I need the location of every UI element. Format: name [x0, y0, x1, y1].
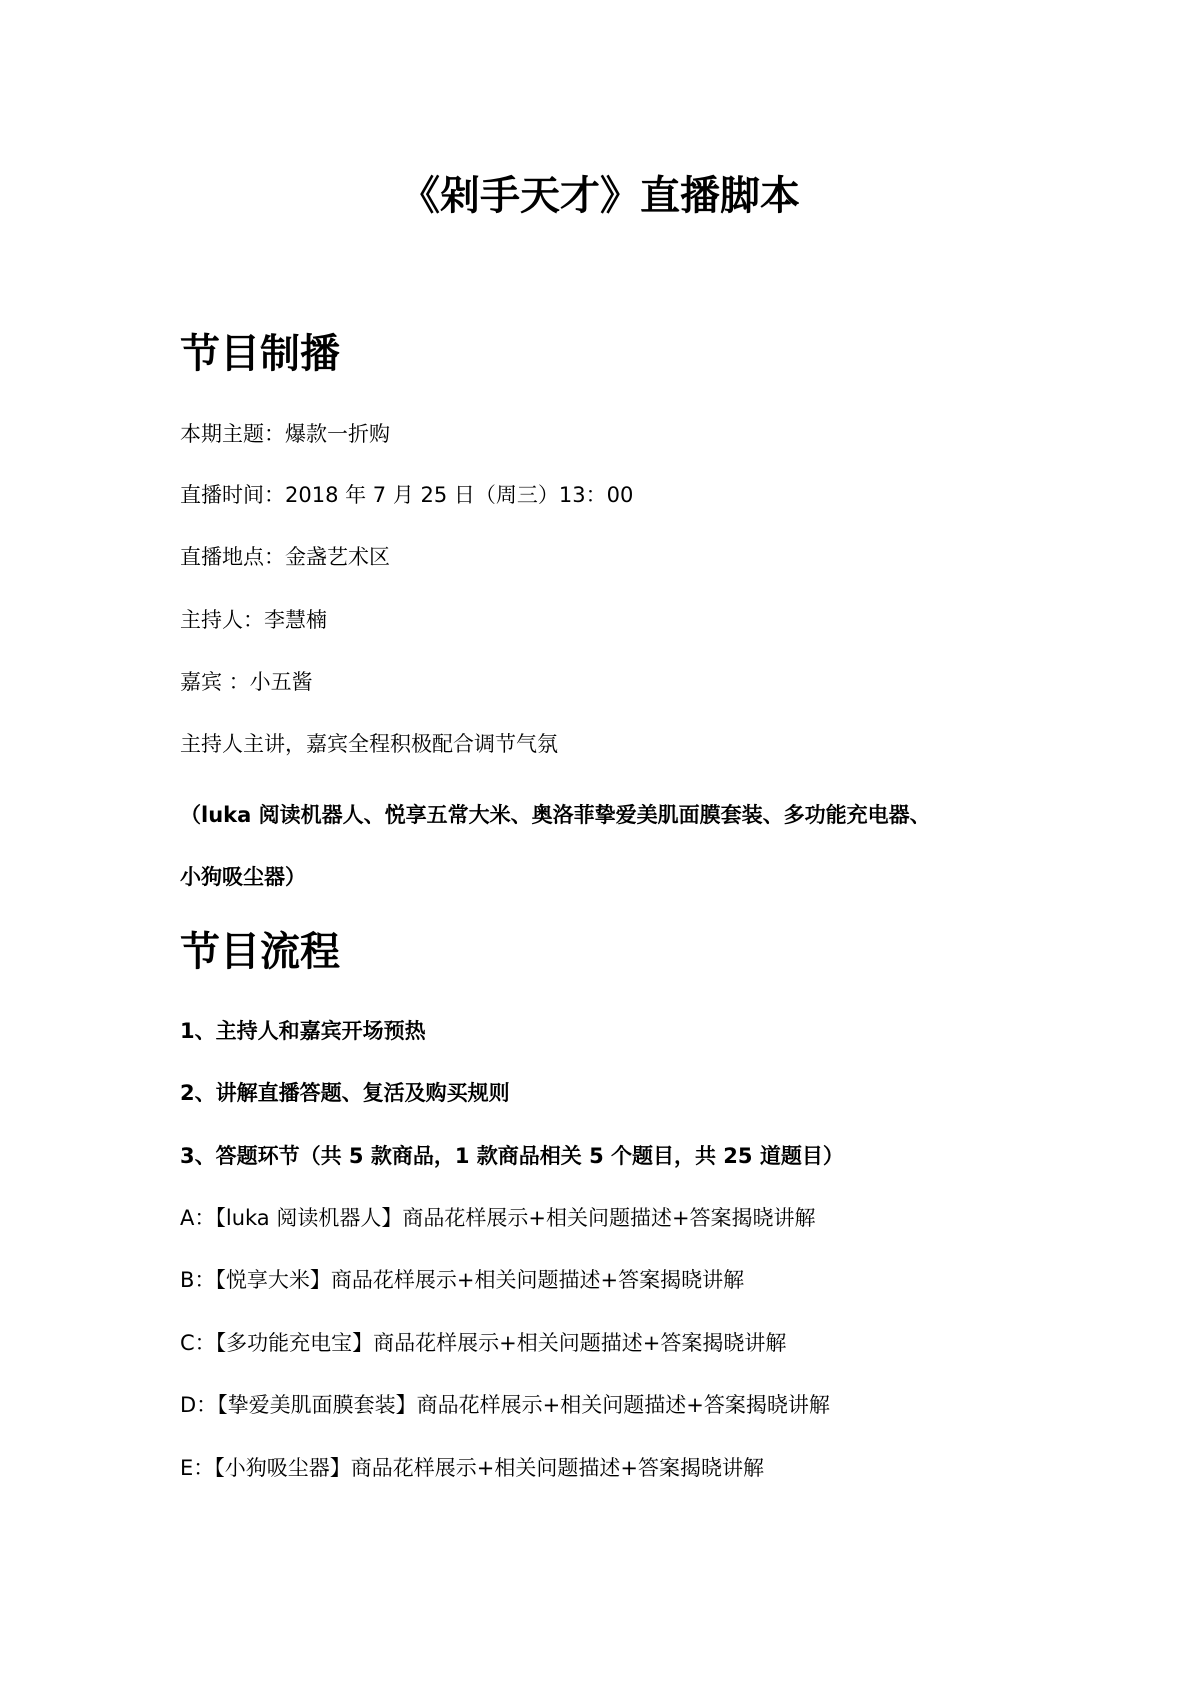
- roles-line: 主持人主讲，嘉宾全程积极配合调节气氛: [180, 732, 558, 756]
- product-separator: 、: [363, 803, 385, 827]
- flow-item-c: C：【多功能充电宝】商品花样展示+相关问题描述+答案揭晓讲解: [180, 1331, 787, 1355]
- product-item: luka 阅读机器人: [201, 803, 364, 827]
- section-heading-flow: 节目流程: [180, 929, 340, 975]
- product-separator: 、: [510, 803, 532, 827]
- flow-step: 2、讲解直播答题、复活及购买规则: [180, 1081, 510, 1105]
- host-line: 主持人：李慧楠: [180, 608, 327, 632]
- time-line: 直播时间：2018 年 7 月 25 日（周三）13：00: [180, 483, 634, 507]
- section-heading-production: 节目制播: [180, 331, 340, 377]
- product-item: 奥洛菲挚爱美肌面膜套装: [531, 803, 763, 827]
- flow-step: 3、答题环节（共 5 款商品，1 款商品相关 5 个题目，共 25 道题目）: [180, 1144, 844, 1168]
- topic-line: 本期主题：爆款一折购: [180, 422, 390, 446]
- location-line: 直播地点：金盏艺术区: [180, 545, 390, 569]
- document-title: 《剁手天才》直播脚本: [400, 173, 800, 219]
- product-item: 小狗吸尘器: [180, 865, 285, 889]
- guest-line: 嘉宾 ：小五酱: [180, 670, 313, 694]
- product-list-open: （: [180, 803, 201, 827]
- flow-item-a: A：【luka 阅读机器人】商品花样展示+相关问题描述+答案揭晓讲解: [180, 1206, 816, 1230]
- product-separator: 、: [762, 803, 784, 827]
- product-list-close: ）: [285, 865, 306, 889]
- product-item: 悦享五常大米: [384, 803, 511, 827]
- product-separator: 、: [909, 803, 931, 827]
- flow-item-e: E：【小狗吸尘器】商品花样展示+相关问题描述+答案揭晓讲解: [180, 1456, 764, 1480]
- flow-item-b: B：【悦享大米】商品花样展示+相关问题描述+答案揭晓讲解: [180, 1268, 745, 1292]
- flow-item-d: D：【挚爱美肌面膜套装】商品花样展示+相关问题描述+答案揭晓讲解: [180, 1393, 830, 1417]
- flow-step: 1、主持人和嘉宾开场预热: [180, 1019, 426, 1043]
- product-list: [180, 784, 1060, 908]
- product-item: 多功能充电器: [783, 803, 910, 827]
